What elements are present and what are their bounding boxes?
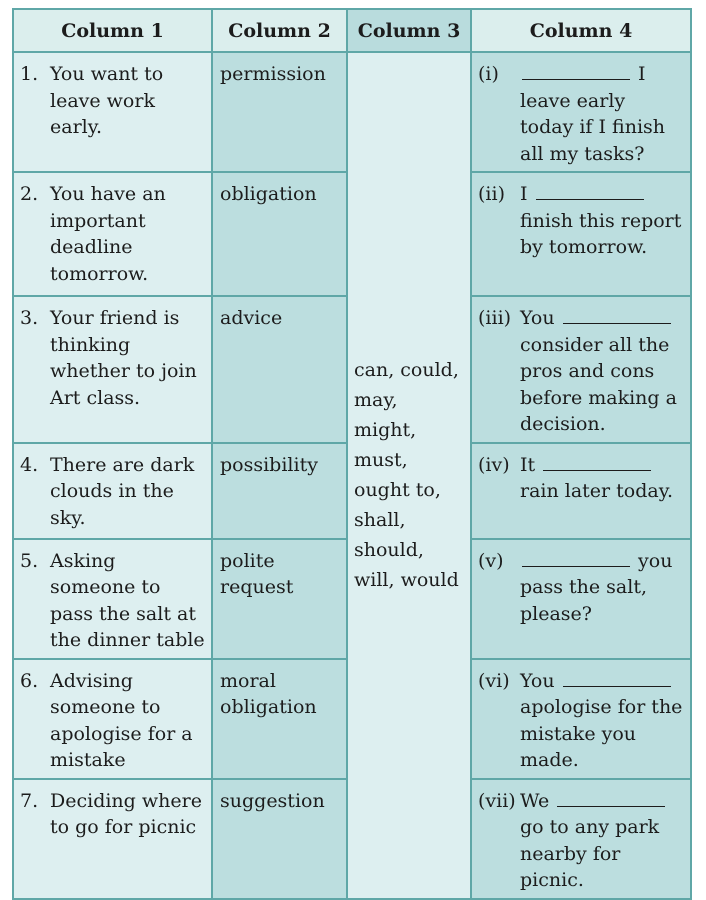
situation-cell [13,172,212,296]
header-column-3: Column 3 [347,9,471,52]
modals-cell [347,52,471,899]
function-cell [212,659,347,779]
sentence-cell [471,443,691,539]
roman-numeral: (iv) [478,453,510,476]
situation-cell [13,779,212,899]
header-column-2: Column 2 [212,9,347,52]
row-number: 5. [20,549,39,572]
sentence-text: You consider all the pros and cons before making a decision. [520,307,677,435]
fill-blank [563,305,671,324]
fill-blank [543,452,651,471]
function-cell [212,539,347,659]
situation-text: You want to leave work early. [50,63,164,138]
sentence-cell [471,659,691,779]
situation-text: You have an important deadline tomorrow. [50,183,166,285]
function-cell [212,296,347,443]
modal-verbs-list: can, could, may, might, must, ought to, shall, should, will, would [354,359,459,592]
function-cell [212,443,347,539]
row-number: 6. [20,669,39,692]
function-text: permission [220,63,326,85]
situation-text: Deciding where to go for picnic [50,789,202,838]
header-column-1: Column 1 [13,9,212,52]
modals-exercise-table [12,8,692,900]
fill-blank [536,181,644,200]
situation-cell [13,539,212,659]
function-text: advice [220,307,283,329]
situation-text: Advising someone to apologise for a mistake [50,669,193,771]
function-text: polite request [220,549,294,598]
fill-blank [522,548,630,567]
function-cell [212,779,347,899]
situation-text: Asking someone to pass the salt at the dinner table [50,549,205,651]
function-text: moral obligation [220,669,317,718]
sentence-cell [471,779,691,899]
situation-text: There are dark clouds in the sky. [50,453,195,529]
roman-numeral: (vi) [478,669,510,692]
row-number: 4. [20,453,39,476]
roman-numeral: (ii) [478,183,505,205]
sentence-cell [471,539,691,659]
roman-numeral: (vii) [478,789,516,812]
sentence-text: I leave early today if I finish all my tasks? [520,63,666,165]
sentence-text: It rain later today. [520,453,673,502]
table-row [13,52,691,172]
sentence-text: We go to any park nearby for picnic. [520,788,684,894]
fill-blank [522,61,630,80]
function-text: suggestion [220,789,325,812]
header-column-4: Column 4 [471,9,691,52]
row-number: 2. [20,183,39,205]
sentence-cell [471,172,691,296]
roman-numeral: (iii) [478,307,512,329]
fill-blank [557,788,665,807]
sentence-text: I finish this report by tomorrow. [520,183,682,258]
row-number: 1. [20,63,39,85]
roman-numeral: (v) [478,549,504,572]
function-text: possibility [220,453,318,476]
roman-numeral: (i) [478,63,499,85]
header-row [13,9,691,52]
sentence-cell [471,296,691,443]
row-number: 7. [20,789,39,812]
function-text: obligation [220,183,317,205]
situation-cell [13,659,212,779]
situation-cell [13,443,212,539]
situation-cell [13,296,212,443]
function-cell [212,172,347,296]
fill-blank [563,668,671,687]
function-cell [212,52,347,172]
row-number: 3. [20,307,39,329]
sentence-text: You apologise for the mistake you made. [520,669,683,771]
situation-text: Your friend is thinking whether to join Art class. [50,307,197,409]
situation-cell [13,52,212,172]
sentence-text: you pass the salt, please? [520,549,673,625]
sentence-cell [471,52,691,172]
